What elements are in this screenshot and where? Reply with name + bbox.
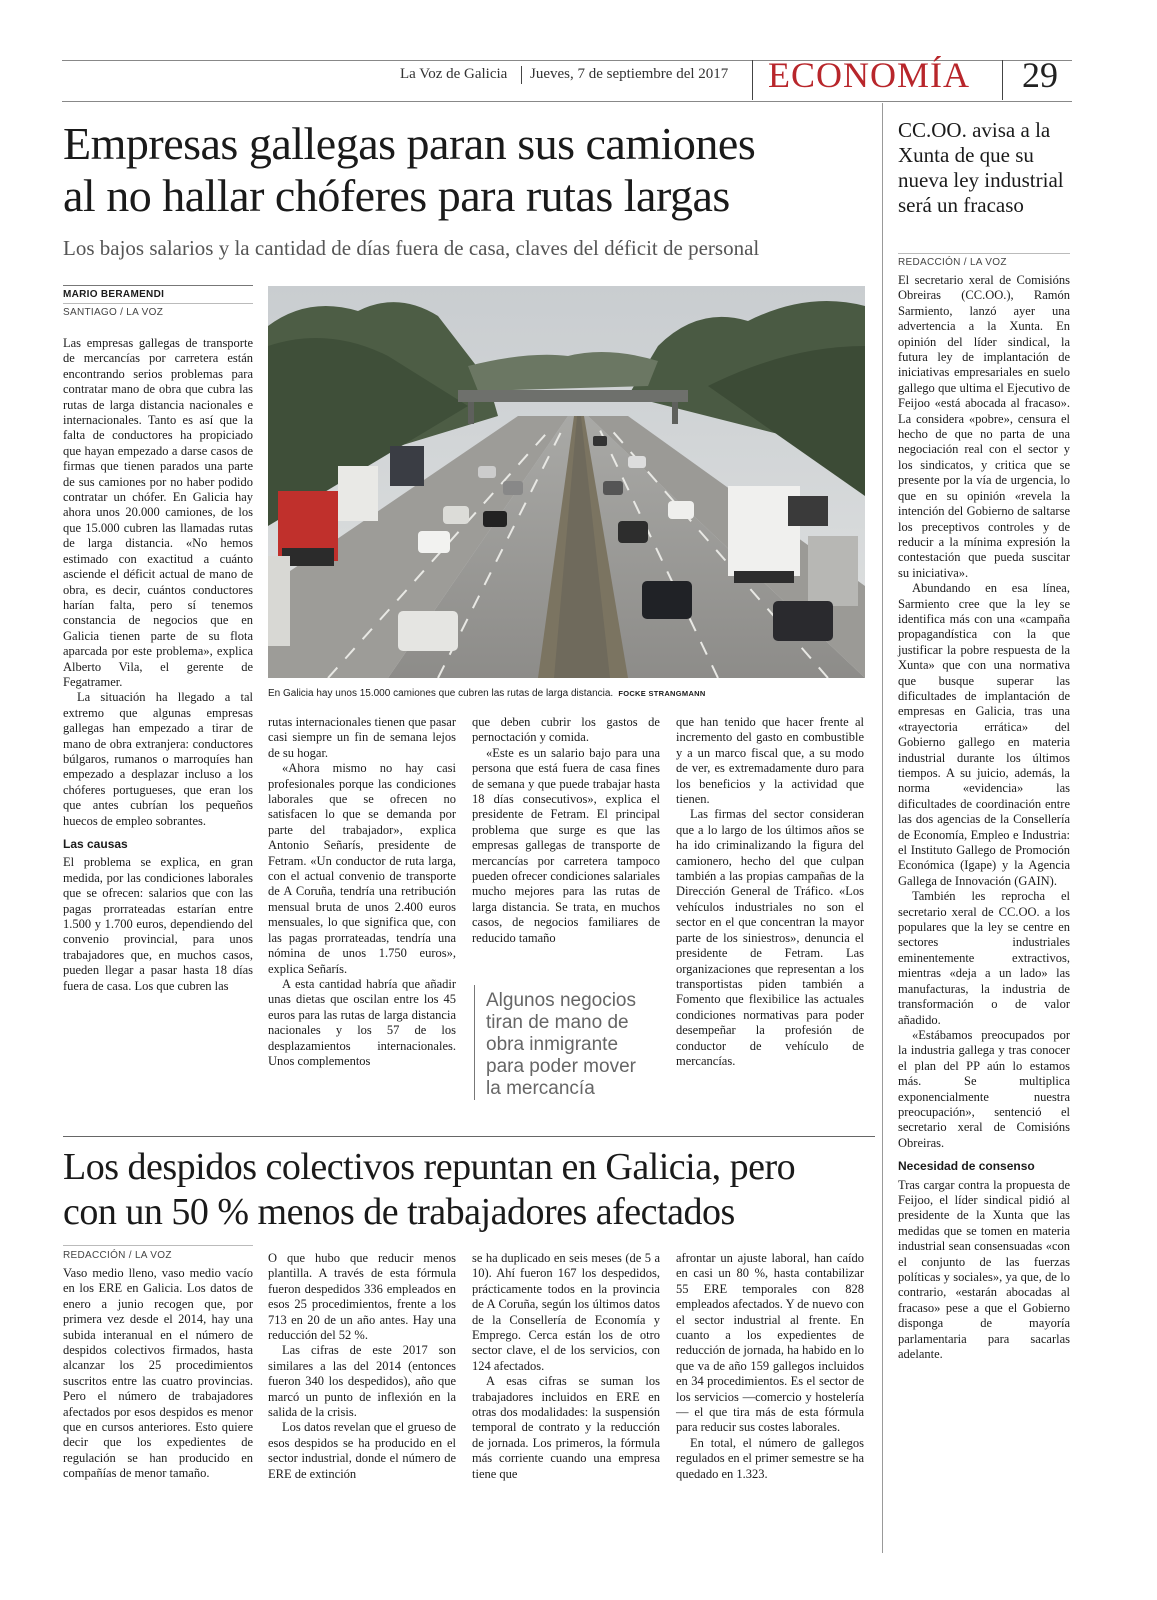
body-paragraph: A esta cantidad habría que añadir unas dietas que oscilan entre los 45 euros para las rutas de larga distancia nacionales y los 57 de los desplazamientos internacionales. Unos complementos — [268, 976, 456, 1068]
headline-line: Los despidos colectivos repuntan en Galicia, pero — [63, 1146, 796, 1188]
photo-caption: En Galicia hay unos 15.000 camiones que cubren las rutas de larga distancia. — [268, 688, 614, 699]
article2-column-2 — [268, 1251, 456, 1482]
article1-subheadline: Los bajos salarios y la cantidad de días fuera de casa, claves del déficit de personal — [63, 236, 760, 260]
body-paragraph: O que hubo que reducir menos plantilla. A través de esta fórmula fueron despedidos 336 empleados en esos 25 procedimientos, frente a los 713 en 20 de un año antes. Hay una reducción del 52 %. — [268, 1251, 456, 1343]
author-name: MARIO BERAMENDI — [63, 289, 165, 300]
body-paragraph: «Estábamos preocupados por la industria gallega y tras conocer el plan del PP aún lo estamos más. Se multiplica exponencialmente nuestra preocupación», sentenció el secretario xeral de Comisións Obreiras. — [898, 1027, 1070, 1150]
body-paragraph: Abundando en esa línea, Sarmiento cree que la ley se identifica más con una «campaña propagandística con la que justificar la pobre respuesta de la Xunta» que con una normativa que busque superar las dificultades de implantación de empresas en Galicia, tras una «trayectoria errática» del Gobierno gallego en materia industrial durante los últimos tiempos. A su juicio, además, la norma «evidencia» las dificultades de coordinación entre las dos agencias de la Consellería de Economía, Empleo e Industria: el Instituto Gallego de Promoción Económica (Igape) y la Agencia Gallega de Innovación (GAIN). — [898, 581, 1070, 888]
article2-byline: REDACCIÓN / LA VOZ — [63, 1250, 172, 1261]
body-paragraph: Tras cargar contra la propuesta de Feijoo, el líder sindical pidió al presidente de la Xunta que las medidas que se tomen en materia industrial sean consensuadas «con el conjunto de las fuerzas políticas y sociales», ya que, de lo contrario, «estarán abocadas al fracaso» pese a que el Gobierno disponga de mayoría parlamentaria para sacarlas adelante. — [898, 1177, 1070, 1362]
pull-quote-rule — [474, 985, 475, 1100]
sidebar-headline: CC.OO. avisa a la Xunta de que su nueva ley industrial será un fracaso — [898, 118, 1064, 217]
body-paragraph: «Este es un salario bajo para una persona que está fuera de casa fines de semana y que puede trabajar hasta 18 días consecutivos», explica el presidente de Fetram. El principal problema que surge es que las empresas gallegas de transporte de mercancías por carretera tampoco pueden ofrecer condiciones salariales mucho mejores para las rutas de larga distancia. Se trata, en muchos casos, de negocios familiares de reducido tamaño — [472, 745, 660, 945]
byline-rule — [898, 253, 1070, 254]
highway-photo — [268, 286, 865, 678]
photo-credit: FOCKE STRANGMANN — [618, 689, 706, 698]
header-bottom-rule — [62, 101, 1072, 102]
headline-line: al no hallar chóferes para rutas largas — [63, 170, 730, 221]
body-paragraph: Las cifras de este 2017 son similares a las del 2014 (entonces fueron 340 los despedidos), año que marcó un punto de inflexión en la salida de la crisis. — [268, 1343, 456, 1420]
header-divider — [521, 66, 522, 84]
article1-column-4 — [676, 715, 864, 1069]
sidebar-divider — [882, 103, 883, 1553]
article2-column-1 — [63, 1266, 253, 1482]
body-paragraph: El secretario xeral de Comisións Obreiras (CC.OO.), Ramón Sarmiento, lanzó ayer una advertencia a la Xunta. En opinión del líder sindical, la futura ley de implantación de iniciativas empresariales en suelo gallego que ultima el Ejecutivo de Feijoo «está abocada al fracaso». La considera «pobre», censura el hecho de que no parta de una negociación real con el sector y los sindicatos, y critica que se presente por la vía de urgencia, lo que en su opinión «revela la intención del Gobierno de saltarse los preceptivos controles y de reducir a la mínima expresión la contestación que pueda suscitar su iniciativa». — [898, 273, 1070, 580]
article1-headline — [63, 118, 873, 222]
subhead-causas: Las causas — [63, 837, 128, 851]
header-divider — [1002, 60, 1003, 100]
body-paragraph: En total, el número de gallegos regulados en el primer semestre se ha quedado en 1.323. — [676, 1435, 864, 1481]
body-paragraph: A esas cifras se suman los trabajadores incluidos en ERE en otras dos modalidades: la suspensión temporal de contrato y la reducción de jornada. Los primeros, la fórmula más corriente cuando una empresa tiene que — [472, 1374, 660, 1481]
subhead-consenso: Necesidad de consenso — [898, 1159, 1035, 1174]
pull-quote: Algunos negocios tiran de mano de obra inmigrante para poder mover la mercancía — [486, 990, 636, 1099]
body-paragraph: También les reprocha el secretario xeral de CC.OO. a los populares que la ley se centre en sectores industriales eminentemente extractivos, mientras «deja a un lado» las manufacturas, la industria de transformación o de valor añadido. — [898, 889, 1070, 1027]
page-number: 29 — [1022, 55, 1058, 95]
body-paragraph: que han tenido que hacer frente al incremento del gasto en combustible y a un marco fiscal que, a su modo de ver, es extremadamente duro para los beneficios y la actividad que tienen. — [676, 715, 864, 807]
article2-headline — [63, 1145, 875, 1235]
header-divider — [752, 60, 753, 100]
byline-rule — [63, 1245, 253, 1246]
article2-column-4 — [676, 1251, 864, 1482]
body-paragraph: afrontar un ajuste laboral, han caído en casi un 80 %, hasta contabilizar 55 ERE temporales con 828 empleados afectados. Y de nuevo con el sector industrial al frente. En cuanto a los expedientes de reducción de jornada, ha habido en lo que va de año 159 gallegos incluidos en 34 procedimientos. Es el sector de los servicios —comercio y hostelería— el que tira más de esta fórmula para reducir sus costes laborales. — [676, 1251, 864, 1435]
body-paragraph: rutas internacionales tienen que pasar casi siempre un fin de semana lejos de su hogar. — [268, 715, 456, 760]
body-paragraph: Las empresas gallegas de transporte de mercancías por carretera están encontrando serios problemas para contratar mano de obra que cubra las rutas de larga distancia nacionales e internacionales. Tanto es así que la falta de conductores ha propiciado que hayan empezado a darse casos de firmas que tienen parados una parte de sus camiones por no haber podido contratar un chófer. En Galicia hay ahora unos 20.000 camiones, de los que 15.000 cubren las llamadas rutas de larga distancia. «No hemos estimado con exactitud a cuánto asciende el déficit actual de mano de obra, es decir, cuántos conductores harían falta, pero sí tenemos constancia de negocios que en Galicia tienen parte de su flota aparcada por este problema», explica Alberto Vila, el gerente de Fegatramer. — [63, 336, 253, 689]
newspaper-name: La Voz de Galicia — [400, 66, 508, 82]
sidebar-byline: REDACCIÓN / LA VOZ — [898, 257, 1007, 268]
body-paragraph: El problema se explica, en gran medida, por las condiciones laborales que se ofrecen: salarios que con las pagas prorrateadas estarían entre 1.500 y 1.700 euros, dependiendo del convenio provincial, para unos trabajadores que, en muchos casos, pueden llegar a pasar hasta 18 días fuera de casa. Los que cubren las — [63, 855, 253, 993]
author-location: SANTIAGO / LA VOZ — [63, 307, 164, 318]
photo-caption-block — [268, 681, 865, 700]
headline-line: Empresas gallegas paran sus camiones — [63, 118, 756, 169]
byline-rule — [63, 303, 253, 304]
body-paragraph: Las firmas del sector consideran que a lo largo de los últimos años se ha ido criminalizando la figura del camionero, hecho del que culpan también a las propias campañas de la Dirección General de Tráfico. «Los vehículos industriales no son el sector en el que concentran la mayor parte de los siniestros», denuncia el presidente de Fetram. Las organizaciones que representan a los transportistas piden también a Fomento que flexibilice las actuales condiciones normativas para poder desempeñar la profesión de conductor de vehículo de mercancías. — [676, 807, 864, 1068]
article2-column-3 — [472, 1251, 660, 1482]
headline-line: con un 50 % menos de trabajadores afectados — [63, 1191, 735, 1233]
body-paragraph: Los datos revelan que el grueso de esos despidos se ha producido en el sector industrial, donde el número de ERE de extinción — [268, 1420, 456, 1481]
byline-rule — [63, 285, 253, 286]
issue-date: Jueves, 7 de septiembre del 2017 — [530, 66, 729, 82]
body-paragraph: La situación ha llegado a tal extremo que algunas empresas gallegas han empezado a tirar de mano de obra extranjera: conductores búlgaros, rumanos o marroquíes han empezado a desplazar incluso a los chóferes portugueses, que eran los que antes cubrían los pequeños huecos de empleo sobrantes. — [63, 690, 253, 828]
body-paragraph: se ha duplicado en seis meses (de 5 a 10). Ahí fueron 167 los despedidos, prácticamente todos en la provincia de A Coruña, según los últimos datos de la Consellería de Economía y Emprego. Cerca están los de otro sector clave, el de los servicios, con 124 afectados. — [472, 1251, 660, 1373]
section-title: ECONOMÍA — [768, 55, 970, 95]
body-paragraph: «Ahora mismo no hay casi profesionales porque las condiciones laborales que se ofrecen no satisfacen lo que se demanda por parte del trabajador», explica Antonio Señarís, presidente de Fetram. «Un conductor de ruta larga, con el actual convenio de transporte de A Coruña, tendría una retribución mensual bruta de unos 2.400 euros mensuales, lo que significa que, con las pagas prorrateadas, tendría una nómina de unos 1.750 euros», explica Señarís. — [268, 761, 456, 976]
article1-column-3 — [472, 715, 660, 946]
body-paragraph: que deben cubrir los gastos de pernoctación y comida. — [472, 715, 660, 745]
sidebar-body — [898, 273, 1070, 1362]
article1-column-1 — [63, 336, 253, 994]
article1-column-2 — [268, 715, 456, 1069]
body-paragraph: Vaso medio lleno, vaso medio vacío en los ERE en Galicia. Los datos de enero a junio recogen que, por primera vez desde el 2014, hay una subida interanual en el número de despidos colectivos firmados, hasta alcanzar los 25 procedimientos suscritos entre las cuatro provincias. Pero el número de trabajadores afectados por esos despidos es menor que en cursos anteriores. Esto quiere decir que los expedientes de regulación se han producido en compañías de menor tamaño. — [63, 1266, 253, 1481]
article-separator — [63, 1136, 875, 1137]
